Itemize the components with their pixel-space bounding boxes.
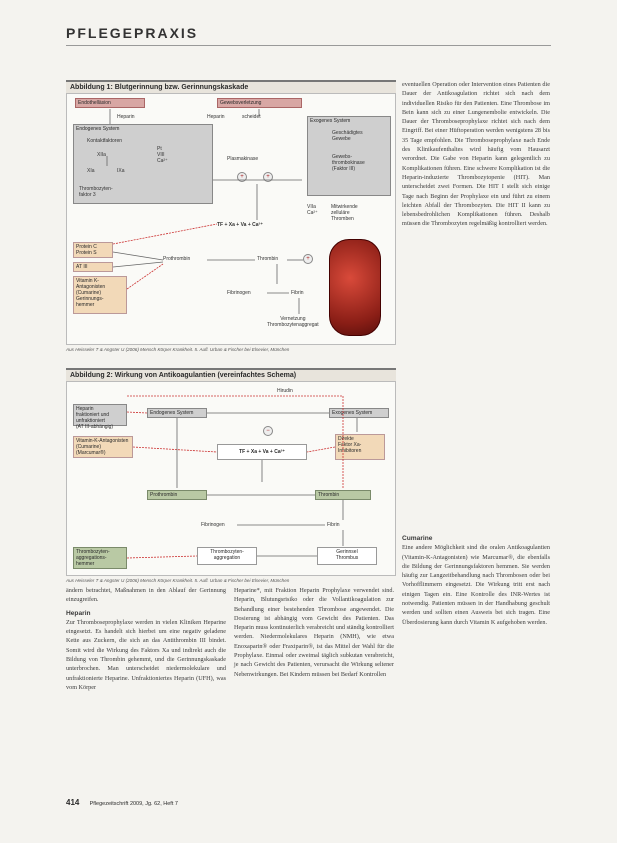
fig2-aggr-box: Thrombozyten- aggregation <box>197 547 257 565</box>
fig1-cofactors: Pt VIII Ca²⁺ <box>157 146 168 164</box>
fig1-protein-box: Protein C Protein S <box>73 242 113 258</box>
right-column <box>402 80 550 510</box>
fig1-formel: TF + Xa + Va + Ca²⁺ <box>217 222 263 228</box>
fig1-xi: XIa <box>87 168 95 174</box>
fig1-plus-1: + <box>237 172 247 182</box>
fig1-kontakt: Kontaktfaktoren <box>87 138 123 144</box>
right-column-text: eventuellen Operation oder Intervention eines Patienten die Dauer der Antikoagulation richtet sich nach dem individuellen Risiko für den Patienten. Eine Thrombose im Bein kann sich zu einer Lungenembolie entwickeln. Die Dauer der Thromboseprophylaxe richtet sich nach dem Eingriff. Bei einer Hüftoperation werden wenigstens 28 bis 35 Tage empfohlen. Die Thromboseprophylaxe nach Ende des Klinikaufenthaltes wird häufig vom Hausarzt verordnet. Die Gabe von Heparin kann gelegentlich zu Komplikationen führen. Eine schwere Komplikation ist die Heparin-induzierte Thrombozytopenie (HIT). Man unterscheidet zwei Formen. Die HIT I stellt sich einige Tage nach Beginn der Prophylaxe ein und führt zu einem leichten Abfall der Thrombozyten. Die HIT II kann zu lebensbedrohlichen Komplikationen führen. Deshalb müssen die Thrombozyten regelmäßig kontrolliert werden. <box>402 81 550 228</box>
fig1-gewebe-box: Gewebsverletzung <box>217 98 302 108</box>
fig1-plus-3: + <box>303 254 313 264</box>
fig1-vernetzung: Vernetzung Thrombozytenaggregat <box>267 316 319 328</box>
fig1-arrows <box>67 94 397 344</box>
fig1-endogen-label: Endogenes System <box>76 126 120 132</box>
fig2-prothrombin-box: Prothrombin <box>147 490 207 500</box>
fig1-prothrombin: Prothrombin <box>163 256 191 262</box>
fig2-direkte-box: Direkte Faktor Xa- Inhibitoren <box>335 434 385 460</box>
figure-1-credit: Aus Heisseler T & Angster U (2006) Mensch Körper Krankheit. 5. Aufl. Urban & Fischer bei Elsevier, München <box>66 347 290 352</box>
fig1-at3-box: AT III <box>73 262 113 272</box>
fig2-arrows <box>67 382 397 575</box>
figure-2-title: Abbildung 2: Wirkung von Antikoagulantien (vereinfachtes Schema) <box>66 368 396 381</box>
cumarine-text: Eine andere Möglichkeit sind die oralen Antikoagulantien (Vitamin-K-Antagonisten) wie Marcumar®, die ebenfalls die Bildung der Gerinnungsfaktoren hemmen. Sie werden häufig zur Langzeitbehandlung nach Thrombosen oder bei Vorhofflimmern eingesetzt. Die Wirkung tritt erst nach einigen Tagen ein. Eine Kontrolle des INR-Wertes ist notwendig. Patienten müssen in der Handhabung geschult werden und sollten einen Ausweis bei sich tragen. Eine Überdosierung kann durch Vitamin K aufgehoben werden. <box>402 544 550 626</box>
fig2-aggr-hemmer-box: Thrombozyten- aggregations- hemmer <box>73 547 127 569</box>
section-title: PFLEGEPRAXIS <box>66 25 199 41</box>
header-rule <box>66 45 551 46</box>
fig1-thrombus-label: Mitwirkende zelluläre Thromben <box>331 204 358 222</box>
figure-2 <box>66 368 396 583</box>
fig2-minus-1: − <box>263 426 273 436</box>
fig1-fibrinogen: Fibrinogen <box>227 290 251 296</box>
fig1-geschaedigt: Geschädigtes Gewebe <box>332 130 363 142</box>
page-footer <box>66 798 178 807</box>
fig1-scheidet-label: scheidet <box>242 114 261 120</box>
page-number: 414 <box>66 798 80 807</box>
fig1-fibrin: Fibrin <box>291 290 304 296</box>
fig2-thrombin-box: Thrombin <box>315 490 371 500</box>
fig1-endothel-box: Endothelläsion <box>75 98 145 108</box>
figure-1-title: Abbildung 1: Blutgerinnung bzw. Gerinnungskaskade <box>66 80 396 93</box>
fig1-exogen-label: Exogenes System <box>310 118 351 124</box>
fig1-xii: XIIa <box>97 152 106 158</box>
fig1-ix: IXa <box>117 168 125 174</box>
fig2-gerinnsel-box: Gerinnsel Thrombus <box>317 547 377 565</box>
fig1-gewebsthrombokinase: Gewebs- thrombokinase (Faktor III) <box>332 154 365 172</box>
figure-2-diagram <box>66 381 396 576</box>
right-column-bottom <box>402 530 550 790</box>
middle-column-text: Heparine*, mit Fraktion Heparin Prophylaxe verwendet sind. Heparin, Blutungsrisiko oder die Vollantikoagulation zur Behandlung einer bestehenden Thrombose angewendet. Die Dosierung ist abhängig vom Gewicht des Patienten. Das Heparin muss kontinuierlich verabreicht und ständig kontrolliert werden. Niedermolekulares Heparin (NMH), wie etwa Enoxaparin® oder Fraxiparin®, ist das Mittel der Wahl für die Prophylaxe. Einmal oder zweimal täglich subkutan verabreicht, je nach Gewicht des Patienten, verursacht die Wirkung seltener Nebenwirkungen. Bei Kindern müssen bei Bedarf Kontrollen <box>234 587 394 678</box>
fig1-vitk-box: Vitamin K- Antagonisten (Cumarine) Gerinnungs- hemmer <box>73 276 127 314</box>
fig2-heparin-box: Heparin fraktioniert und unfraktioniert (AT III-abhängig) <box>73 404 127 426</box>
middle-column <box>234 586 394 786</box>
page-header <box>0 0 617 60</box>
heparin-heading: Heparin <box>66 609 91 617</box>
journal-info: Pflegezeitschrift 2009, Jg. 62, Heft 7 <box>89 801 178 807</box>
fig2-exogen-box: Exogenes System <box>329 408 389 418</box>
fig1-heparin-label: Heparin <box>117 114 135 120</box>
figure-2-credit: Aus Heisseler T & Angster U (2006) Mensch Körper Krankheit. 5. Aufl. Urban & Fischer bei Elsevier, München <box>66 578 290 583</box>
figure-1-diagram <box>66 93 396 345</box>
figure-1 <box>66 80 396 352</box>
fig2-fibrinogen: Fibrinogen <box>201 522 225 528</box>
fig2-fibrin: Fibrin <box>327 522 340 528</box>
fig1-heparin2-label: Heparin <box>207 114 225 120</box>
fig1-plus-2: + <box>263 172 273 182</box>
heparin-text: Zur Thromboseprophylaxe werden in vielen Kliniken Heparine eingesetzt. Es handelt sich hierbei um eine negativ geladene Kette aus Zuckern, die sich an das Antithrombin III bindet. Somit wird die Wirkung des Faktors Xa und indirekt auch die Bildung von Thrombin gehemmt, und die Gerinnungskaskade unterbrochen. Man unterscheidet niedermolekulare und unfraktionierte Heparine. Unfraktioniertes Heparin (UFH), was vom Körper <box>66 618 226 691</box>
fig2-hirudin: Hirudin <box>277 388 293 394</box>
fig2-formel-box: TF + Xa + Va + Ca²⁺ <box>217 444 307 460</box>
fig2-endogen-box: Endogenes System <box>147 408 207 418</box>
fig2-vitk-box: Vitamin-K-Antagonisten (Cumarine) (Marcumar®) <box>73 436 133 458</box>
left-column-intro: ändern betrachtet, Maßnahmen in den Ablauf der Gerinnung einzugreifen. <box>66 587 226 604</box>
cumarine-heading: Cumarine <box>402 535 433 542</box>
left-column <box>66 586 226 786</box>
fig1-vii: VIIa Ca²⁺ <box>307 204 318 216</box>
fig1-thrombofaktor: Thrombozyten- faktor 3 <box>79 186 113 198</box>
fig1-thrombin: Thrombin <box>257 256 279 262</box>
fig1-plasmakinase: Plasmakinase <box>227 156 259 162</box>
